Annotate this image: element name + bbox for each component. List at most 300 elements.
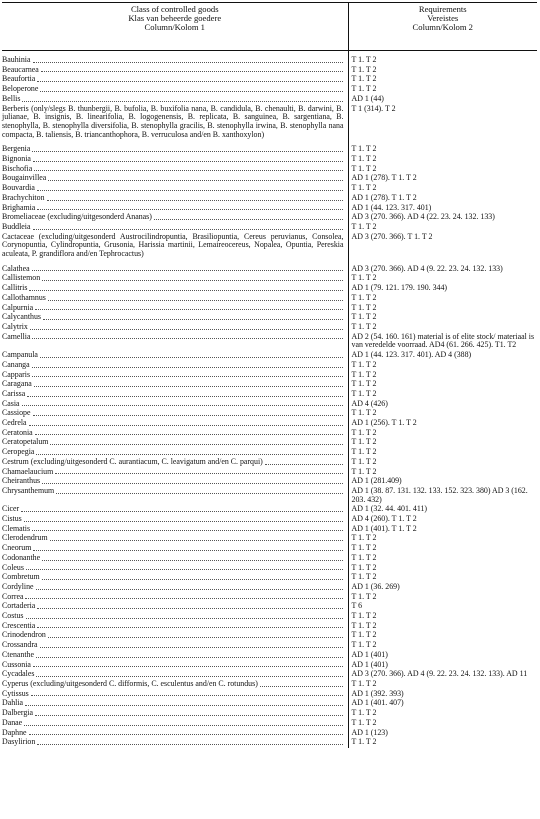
table-row	[2, 265, 537, 274]
goods-class-cell	[2, 486, 348, 504]
goods-class-cell	[2, 738, 348, 748]
goods-class-leader	[2, 690, 344, 699]
goods-class-leader	[2, 641, 344, 650]
table-row	[2, 486, 537, 504]
goods-class-text: Ceratopetalum	[2, 437, 49, 447]
table-row	[2, 457, 537, 467]
goods-class-cell	[2, 680, 348, 690]
table-row	[2, 709, 537, 719]
goods-class-leader	[2, 56, 344, 65]
table-row	[2, 544, 537, 554]
dot-leader	[33, 228, 343, 230]
requirements-cell: AD 1 (278). T 1. T 2	[351, 192, 417, 202]
goods-class-cell	[2, 505, 348, 515]
table-row	[2, 232, 537, 259]
goods-class-cell	[2, 360, 348, 370]
requirements-cell: AD 1 (281.409)	[351, 476, 402, 486]
requirements-cell: AD 1 (32. 44. 401. 411)	[351, 504, 428, 514]
table-row	[2, 602, 537, 612]
goods-class-text: Bignonia	[2, 154, 31, 164]
table-row	[2, 284, 537, 294]
goods-class-cell	[2, 641, 348, 651]
requirements-cell: T 1. T 2	[351, 163, 377, 173]
goods-class-text: Cassiope	[2, 408, 31, 418]
col1-header-line: Class of controlled goods	[130, 4, 219, 14]
requirements-cell: AD 1 (401). T 1. T 2	[351, 523, 417, 533]
table-row	[2, 293, 537, 303]
goods-class-leader	[2, 265, 344, 274]
table-row	[2, 274, 537, 284]
goods-class-text: Bischofia	[2, 163, 33, 173]
table-row	[2, 213, 537, 223]
dot-leader	[35, 308, 342, 310]
goods-class-cell	[2, 193, 348, 203]
goods-class-cell	[2, 621, 348, 631]
col1-header-line: Klas van beheerde goedere	[128, 13, 222, 24]
goods-class-text: Cortaderia	[2, 601, 36, 611]
goods-class-cell	[2, 370, 348, 380]
requirements-cell: AD 4 (426)	[351, 398, 388, 408]
goods-class-cell	[2, 515, 348, 525]
requirements-cell: T 1. T 2	[351, 562, 377, 572]
table-row	[2, 612, 537, 622]
dot-leader	[36, 675, 342, 677]
goods-class-cell	[2, 104, 348, 140]
requirements-cell: T 1. T 2	[351, 312, 377, 322]
dot-leader	[154, 218, 343, 220]
goods-class-cell	[2, 419, 348, 429]
goods-class-text: Calathea	[2, 263, 30, 273]
goods-class-text: Cordyline	[2, 581, 34, 591]
dot-leader	[37, 80, 342, 82]
table-row	[2, 389, 537, 399]
table-row	[2, 699, 537, 709]
requirements-cell: AD 1 (44)	[351, 93, 384, 103]
table-row	[2, 553, 537, 563]
goods-class-leader	[2, 429, 344, 438]
goods-class-leader	[2, 400, 344, 409]
goods-class-text: Carissa	[2, 388, 26, 398]
goods-class-cell	[2, 709, 348, 719]
table-row	[2, 534, 537, 544]
goods-class-leader	[2, 294, 344, 303]
dot-leader	[32, 150, 342, 152]
goods-class-cell	[2, 448, 348, 458]
col2-header	[348, 3, 537, 51]
table-row	[2, 419, 537, 429]
goods-class-text: Cytissus	[2, 688, 29, 698]
dot-leader	[21, 510, 342, 512]
table-row	[2, 94, 537, 104]
table-row	[2, 85, 537, 95]
goods-class-cell	[2, 660, 348, 670]
goods-class-text: Bougainvillea	[2, 173, 47, 183]
goods-class-leader	[2, 534, 344, 543]
goods-class-text: Bromeliaceae (excluding/uitgesonderd Ananas)	[2, 212, 152, 222]
table-body	[2, 51, 537, 748]
goods-class-cell	[2, 563, 348, 573]
dot-leader	[31, 694, 343, 696]
table-row	[2, 428, 537, 438]
table-row	[2, 332, 537, 350]
dot-leader	[33, 414, 343, 416]
requirements-cell: AD 1 (36. 269)	[351, 581, 400, 591]
goods-class-cell	[2, 718, 348, 728]
goods-class-cell	[2, 544, 348, 554]
table-row	[2, 145, 537, 154]
table-row	[2, 65, 537, 75]
table-row	[2, 303, 537, 313]
requirements-cell: AD 1 (256). T 1. T 2	[351, 418, 417, 428]
requirements-cell: T 1. T 2	[351, 717, 377, 727]
goods-class-text: Beaucarnea	[2, 64, 39, 74]
goods-class-leader	[2, 631, 344, 640]
goods-class-cell	[2, 313, 348, 323]
goods-class-leader	[2, 515, 344, 524]
goods-class-leader	[2, 612, 344, 621]
goods-class-leader	[2, 213, 344, 222]
goods-class-leader	[2, 448, 344, 457]
goods-class-text: Campanula	[2, 350, 38, 360]
goods-class-cell	[2, 322, 348, 332]
col2-header-line: Column/Kolom 2	[412, 22, 473, 33]
goods-class-leader	[2, 573, 344, 582]
goods-class-text: Buddleia	[2, 221, 31, 231]
table-row	[2, 155, 537, 165]
requirements-cell: T 1. T 2	[351, 427, 377, 437]
requirements-cell: T 6	[351, 601, 363, 611]
goods-class-cell	[2, 602, 348, 612]
dot-leader	[37, 626, 342, 628]
dot-leader	[30, 328, 343, 330]
dot-leader	[260, 685, 343, 687]
goods-class-text: Cycadales	[2, 669, 35, 679]
goods-class-text: Clerodendrum	[2, 533, 48, 543]
goods-class-text: Bergenia	[2, 144, 31, 154]
col2-header-line: Vereistes	[427, 13, 459, 24]
requirements-cell: AD 1 (392. 393)	[351, 688, 404, 698]
goods-class-cell	[2, 222, 348, 232]
goods-class-leader	[2, 304, 344, 313]
dot-leader	[42, 559, 342, 561]
requirements-cell: T 1. T 2	[351, 369, 377, 379]
dot-leader	[24, 724, 342, 726]
goods-class-leader	[2, 729, 344, 738]
goods-class-leader	[2, 554, 344, 563]
goods-class-text: Calpurnia	[2, 302, 34, 312]
dot-leader	[32, 529, 342, 531]
goods-class-leader	[2, 622, 344, 631]
goods-class-text: Callistemon	[2, 273, 41, 283]
dot-leader	[40, 356, 343, 358]
requirements-cell: T 1. T 2	[351, 144, 377, 154]
dot-leader	[33, 61, 343, 63]
requirements-cell: T 1. T 2	[351, 64, 377, 74]
dot-leader	[27, 395, 342, 397]
dot-leader	[48, 299, 343, 301]
dot-leader	[29, 289, 342, 291]
goods-class-cell	[2, 65, 348, 75]
dot-leader	[265, 463, 343, 465]
requirements-cell: T 1. T 2	[351, 572, 377, 582]
goods-class-leader	[2, 583, 344, 592]
table-row	[2, 164, 537, 174]
goods-class-leader	[2, 165, 344, 174]
goods-class-leader	[2, 525, 344, 534]
goods-class-leader	[2, 487, 344, 496]
table-row	[2, 631, 537, 641]
goods-class-text: Crinodendron	[2, 630, 46, 640]
table-row	[2, 467, 537, 477]
goods-class-cell	[2, 293, 348, 303]
goods-class-text: Dasylirion	[2, 737, 36, 747]
goods-class-leader	[2, 409, 344, 418]
requirements-cell: T 1. T 2	[351, 552, 377, 562]
requirements-cell: AD 3 (270. 366). T 1. T 2	[351, 231, 433, 241]
requirements-cell: T 1. T 2	[351, 640, 377, 650]
goods-class-leader	[2, 174, 344, 183]
goods-class-cell	[2, 284, 348, 294]
goods-class-cell	[2, 303, 348, 313]
requirements-cell: T 1. T 2	[351, 154, 377, 164]
requirements-cell: T 1. T 2	[351, 302, 377, 312]
requirements-cell: T 1. T 2	[351, 447, 377, 457]
table-row	[2, 621, 537, 631]
goods-class-cell	[2, 689, 348, 699]
goods-class-text: Ceratonia	[2, 427, 33, 437]
requirements-cell: T 1. T 2	[351, 620, 377, 630]
dot-leader	[40, 646, 343, 648]
goods-class-leader	[2, 593, 344, 602]
goods-class-leader	[2, 145, 344, 154]
requirements-cell: AD 1 (38. 87. 131. 132. 133. 152. 323. 380) AD 3 (162. 203. 432)	[351, 485, 528, 504]
goods-class-cell	[2, 232, 348, 259]
requirements-cell: T 1. T 2	[351, 221, 377, 231]
table-row	[2, 680, 537, 690]
goods-class-leader	[2, 564, 344, 573]
goods-class-text: Daphne	[2, 727, 27, 737]
dot-leader	[43, 318, 342, 320]
goods-class-text: Clematis	[2, 523, 31, 533]
goods-class-leader	[2, 95, 344, 104]
requirements-cell: AD 1 (401)	[351, 649, 388, 659]
requirements-cell: T 1. T 2	[351, 359, 377, 369]
goods-class-text: Danae	[2, 717, 23, 727]
table-row	[2, 409, 537, 419]
requirements-cell: AD 1 (123)	[351, 727, 388, 737]
goods-class-leader	[2, 477, 344, 486]
dot-leader	[32, 337, 342, 339]
goods-class-leader	[2, 380, 344, 389]
dot-leader	[22, 404, 343, 406]
dot-leader	[48, 179, 342, 181]
dot-leader	[37, 208, 342, 210]
table-row	[2, 174, 537, 184]
goods-class-text: Beloperone	[2, 84, 39, 94]
goods-class-text: Calycanthus	[2, 312, 42, 322]
goods-class-cell	[2, 265, 348, 274]
requirements-cell: AD 1 (44. 123. 317. 401)	[351, 202, 432, 212]
goods-class-leader	[2, 458, 344, 467]
goods-class-text: Crescentia	[2, 620, 36, 630]
goods-class-leader	[2, 719, 344, 728]
requirements-cell: AD 4 (260). T 1. T 2	[351, 514, 417, 524]
requirements-cell: T 1. T 2	[351, 437, 377, 447]
requirements-cell: T 1. T 2	[351, 679, 377, 688]
dot-leader	[25, 597, 342, 599]
dot-leader	[55, 472, 342, 474]
goods-class-leader	[2, 738, 344, 747]
goods-class-cell	[2, 213, 348, 223]
dot-leader	[32, 366, 343, 368]
table-row	[2, 56, 537, 65]
goods-class-leader	[2, 85, 344, 94]
requirements-cell: T 1. T 2	[351, 55, 377, 64]
goods-class-leader	[2, 66, 344, 75]
dot-leader	[37, 189, 343, 191]
goods-class-cell	[2, 184, 348, 194]
goods-class-leader	[2, 323, 344, 332]
goods-class-cell	[2, 75, 348, 85]
goods-class-text: Chamaelaucium	[2, 466, 54, 476]
dot-leader	[42, 279, 342, 281]
goods-class-cell	[2, 631, 348, 641]
table-row	[2, 477, 537, 487]
dot-leader	[25, 704, 342, 706]
goods-class-cell	[2, 592, 348, 602]
goods-class-leader	[2, 223, 344, 232]
goods-class-text: Cactaceae (excluding/uitgesonderd Austrocilindropuntia, Brasiliopuntia, Cereus peruvianus, Consolea, Corynopuntia, Cylindropuntia, Grusonia, Harissia martinii, Lemaireocereus, Nopalea, Opuntia, Pereskia aculeata, P. grandiflora and/en Tephrocactus)	[2, 231, 344, 259]
goods-class-leader	[2, 204, 344, 213]
goods-class-text: Dalbergia	[2, 708, 33, 718]
dot-leader	[35, 433, 343, 435]
goods-class-text: Calytrix	[2, 321, 28, 331]
goods-class-leader	[2, 505, 344, 514]
goods-class-cell	[2, 174, 348, 184]
goods-class-leader	[2, 75, 344, 84]
goods-class-text: Casia	[2, 398, 20, 408]
requirements-cell: T 1. T 2	[351, 737, 377, 747]
dot-leader	[50, 443, 342, 445]
goods-class-text: Callitris	[2, 283, 28, 293]
goods-class-text: Cussonia	[2, 659, 31, 669]
table-row	[2, 322, 537, 332]
goods-class-text: Cestrum (excluding/uitgesonderd C. aurantiacum, C. leavigatum and/en C. parqui)	[2, 456, 263, 466]
dot-leader	[29, 733, 343, 735]
goods-class-leader	[2, 284, 344, 293]
table-row	[2, 505, 537, 515]
requirements-cell: T 1. T 2	[351, 466, 377, 476]
table-header	[2, 3, 537, 51]
goods-class-text: Ctenanthe	[2, 649, 34, 659]
goods-class-leader	[2, 194, 344, 203]
table-row	[2, 222, 537, 232]
table-row	[2, 689, 537, 699]
goods-class-cell	[2, 650, 348, 660]
goods-class-text: Codonanthe	[2, 552, 41, 562]
goods-class-leader	[2, 670, 344, 679]
goods-class-cell	[2, 612, 348, 622]
goods-class-text: Bouvardia	[2, 183, 35, 193]
goods-class-cell	[2, 389, 348, 399]
goods-class-cell	[2, 94, 348, 104]
goods-class-leader	[2, 438, 344, 447]
dot-leader	[36, 453, 342, 455]
goods-class-cell	[2, 332, 348, 350]
table-row	[2, 193, 537, 203]
goods-class-text: Dahlia	[2, 698, 24, 708]
goods-class-text: Berberis (only/slegs B. thunbergii, B. bufolia, B. buxifolia nana, B. candidula, B. chenaulti, B. darwini, B. julianae, B. insignis, B. linearifolia, B. logogenensis, B. replicata, B. sanguinea, B. sargentiana, B. stenophylla, B. stenophylla diversifolia, B. stenophylla gracilis, B. stenophylla irwina, B. stenophylla nana compacta, B. taliensis, B. triancanthophora, B. verruculosa and/en B. xanthoxylon)	[2, 103, 344, 139]
table-row	[2, 448, 537, 458]
goods-class-leader	[2, 468, 344, 477]
table-row	[2, 104, 537, 140]
dot-leader	[35, 714, 343, 716]
goods-class-cell	[2, 534, 348, 544]
col1-header-line: Column/Kolom 1	[144, 22, 205, 33]
dot-leader	[33, 160, 343, 162]
col2-header-line: Requirements	[418, 4, 467, 14]
goods-class-cell	[2, 164, 348, 174]
table-row	[2, 184, 537, 194]
goods-class-cell	[2, 553, 348, 563]
goods-class-cell	[2, 145, 348, 154]
dot-leader	[41, 70, 343, 72]
table-row	[2, 641, 537, 651]
requirements-cell: T 1. T 2	[351, 533, 377, 543]
goods-class-leader	[2, 680, 344, 689]
goods-class-text: Callothamnus	[2, 292, 46, 302]
table-row	[2, 313, 537, 323]
dot-leader	[34, 169, 342, 171]
goods-class-text: Chrysanthemum	[2, 485, 55, 495]
goods-class-leader	[2, 699, 344, 708]
goods-class-leader	[2, 333, 344, 342]
requirements-cell: T 1. T 2	[351, 183, 377, 193]
requirements-cell: T 1. T 2	[351, 630, 377, 640]
requirements-cell: AD 1 (44. 123. 317. 401). AD 4 (388)	[351, 350, 472, 360]
dot-leader	[36, 656, 343, 658]
dot-leader	[42, 578, 343, 580]
goods-class-leader	[2, 661, 344, 670]
dot-leader	[56, 492, 342, 494]
table-row	[2, 515, 537, 525]
goods-class-text: Cistus	[2, 514, 22, 524]
goods-class-cell	[2, 438, 348, 448]
table-row	[2, 718, 537, 728]
goods-class-cell	[2, 457, 348, 467]
goods-class-text: Cheiranthus	[2, 476, 41, 486]
table-row	[2, 650, 537, 660]
goods-class-cell	[2, 351, 348, 361]
goods-class-cell	[2, 467, 348, 477]
goods-class-cell	[2, 399, 348, 409]
table-row	[2, 380, 537, 390]
requirements-cell: T 1. T 2	[351, 292, 377, 302]
goods-class-cell	[2, 477, 348, 487]
requirements-cell: AD 2 (54. 160. 161) material is of elite stock/ materiaal is van veredelde voorraad. AD4 (61. 266. 425). T1. T2	[351, 331, 535, 350]
goods-class-cell	[2, 728, 348, 738]
requirements-cell: AD 3 (270. 366). AD 4 (9. 22. 23. 24. 132. 133). AD 11	[351, 669, 528, 679]
requirements-cell: AD 1 (401)	[351, 659, 388, 669]
dot-leader	[48, 636, 343, 638]
goods-class-text: Coleus	[2, 562, 24, 572]
table-row	[2, 563, 537, 573]
dot-leader	[37, 607, 342, 609]
goods-class-text: Cyperus (excluding/uitgesonderd C. difformis, C. esculentus and/en C. rotundus)	[2, 679, 258, 688]
goods-class-leader	[2, 351, 344, 360]
dot-leader	[37, 743, 342, 745]
requirements-cell: T 1. T 2	[351, 74, 377, 84]
